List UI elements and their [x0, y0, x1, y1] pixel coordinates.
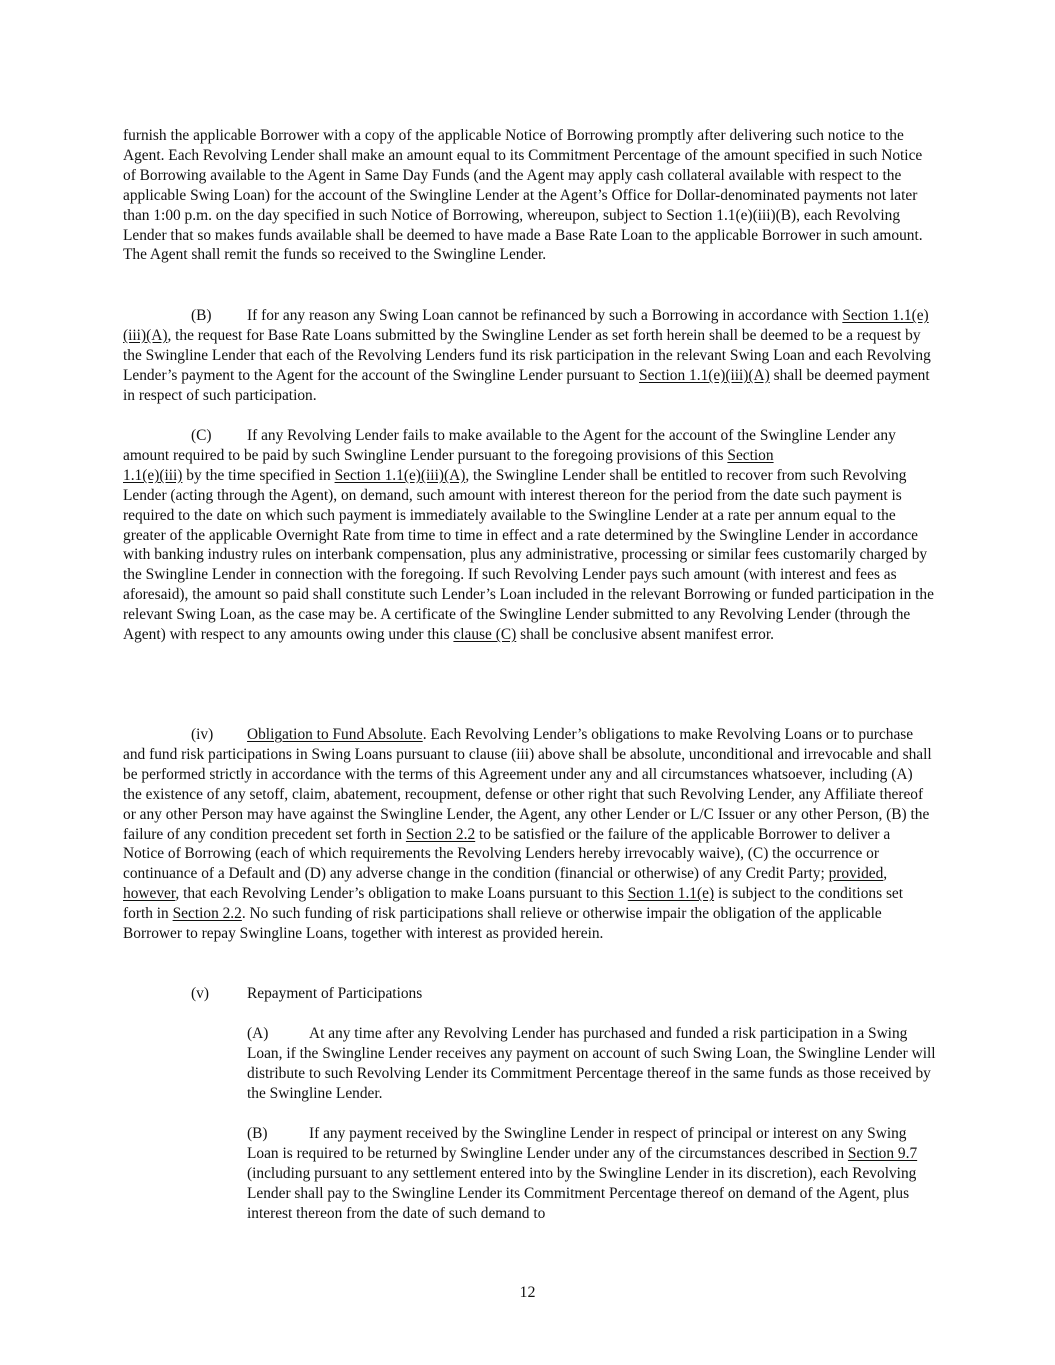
section-reference: Section 2.2	[405, 825, 476, 843]
section-reference: Section 1.1(e)(iii)(A)	[334, 466, 466, 484]
section-reference: Section 1.1(e)(iii)(A)	[639, 366, 770, 384]
paragraph-text: furnish the applicable Borrower with a copy of the applicable Notice of Borrowing promptly after delivering such notice to the Agent. Each Revolving Lender shall make an amount equal to its Commitment Percentage of the amount specified in such Notice of Borrowing available to the Agent in Same Day Funds (and the Agent may apply cash collateral available with respect to the applicable Swing Loan) for the account of the Swingline Lender at the Agent’s Office for Dollar-denominated payments not later than 1:00 p.m. on the day specified in such Notice of Borrowing, whereupon, subject to Section 1.1(e)(iii)(B), each Revolving Lender that so makes funds available shall be deemed to have made a Base Rate Loan to the applicable Borrower in such amount. The Agent shall remit the funds so received to the Swingline Lender.	[123, 127, 923, 264]
section-reference: Section 1.1(e)(iii)(A)	[123, 307, 929, 344]
page-number: 12	[519, 1284, 536, 1301]
paragraph-B-refinancing: (B) If for any reason any Swing Loan cannot be refinanced by such a Borrowing in accordance with Section 1.1(e)(iii)(A), the request for Base Rate Loans submitted by the Swingline Lender as set forth herein shall be deemed to be a request by the Swingline Lender that each of the Revolving Lenders fund its risk participation in the relevant Swing Loan and each Revolving Lender’s payment to the Agent for the account of the Swingline Lender pursuant to Section 1.1(e)(iii)(A) shall be deemed payment in respect of such participation.	[123, 307, 931, 404]
defined-term: provided	[828, 865, 884, 883]
section-heading: Repayment of Participations	[247, 985, 423, 1002]
paragraph-v-heading	[123, 984, 935, 1004]
clause-label: (B)	[191, 307, 212, 324]
section-reference: Section 9.7	[847, 1144, 918, 1162]
clause-reference: clause (C)	[453, 626, 517, 644]
clause-label: (A)	[247, 1025, 269, 1042]
clause-label: (iv)	[191, 726, 214, 743]
section-reference: 1.1(e)(iii)	[123, 466, 183, 484]
paragraph-v-B-returned-payment: (B) If any payment received by the Swingline Lender in respect of principal or interest on any Swing Loan is required to be returned by Swingline Lender under any of the circumstances described in Section 9.7 (including pursuant to any settlement entered into by the Swingline Lender in its discretion), each Revolving Lender shall pay to the Swingline Lender its Commitment Percentage thereof on demand of the Agent, plus interest thereon from the date of such demand to	[247, 1125, 918, 1222]
section-reference: Section	[727, 446, 774, 464]
section-reference: Section 1.1(e)	[627, 885, 715, 903]
clause-label: (v)	[191, 985, 209, 1002]
paragraph-C-failure-to-fund: (C) If any Revolving Lender fails to make available to the Agent for the account of the Swingline Lender any amount required to be paid by such Swingline Lender pursuant to the foregoing provisions of this Section 1.1(e)(iii) by the time specified in Section 1.1(e)(iii)(A), the Swingline Lender shall be entitled to recover from such Revolving Lender (acting through the Agent), on demand, such amount with interest thereon for the period from the date such payment is required to the date on which such payment is immediately available to the Swingline Lender at a rate per annum equal to the greater of the applicable Overnight Rate from time to time in effect and a rate determined by the Swingline Lender in accordance with banking industry rules on interbank compensation, plus any administrative, processing or similar fees customarily charged by the Swingline Lender in connection with the foregoing. If such Revolving Lender pays such amount (with interest and fees as aforesaid), the amount so paid shall constitute such Lender’s Loan included in the relevant Borrowing or funded participation in the relevant Swing Loan, as the case may be. A certificate of the Swingline Lender submitted to any Revolving Lender (through the Agent) with respect to any amounts owing under this clause (C) shall be conclusive absent manifest error.	[123, 427, 934, 644]
paragraph-v-A-distribution: (A) At any time after any Revolving Lender has purchased and funded a risk participation in a Swing Loan, if the Swingline Lender receives any payment on account of such Swing Loan, the Swingline Lender will distribute to such Revolving Lender its Commitment Percentage thereof in the same funds as those received by the Swingline Lender.	[247, 1025, 936, 1102]
defined-term: however	[123, 885, 176, 903]
section-reference: Section 2.2	[172, 905, 242, 923]
paragraph-iv-obligation: (iv) Obligation to Fund Absolute. Each Revolving Lender’s obligations to make Revolving Loans or to purchase and fund risk participations in Swing Loans pursuant to clause (iii) above shall be absolute, unconditional and irrevocable and shall be performed strictly in accordance with the terms of this Agreement under any and all circumstances whatsoever, including (A) the existence of any setoff, claim, abatement, recoupment, defense or other right that such Revolving Lender, any Affiliate thereof or any other Person may have against the Swingline Lender, the Agent, any other Lender or L/C Issuer or any other Person, (B) the failure of any condition precedent set forth in Section 2.2 to be satisfied or the failure of the applicable Borrower to deliver a Notice of Borrowing (each of which requirements the Revolving Lenders hereby irrevocably waive), (C) the occurrence or continuance of a Default and (D) any adverse change in the condition (financial or otherwise) of any Credit Party; provided, however, that each Revolving Lender’s obligation to make Loans pursuant to this Section 1.1(e) is subject to the conditions set forth in Section 2.2. No such funding of risk participations shall relieve or otherwise impair the obligation of the applicable Borrower to repay Swingline Loans, together with interest as provided herein.	[123, 726, 932, 943]
paragraph-continuation	[123, 126, 935, 265]
clause-label: (C)	[191, 427, 212, 444]
clause-label: (B)	[247, 1125, 268, 1142]
section-heading: Obligation to Fund Absolute	[247, 726, 423, 743]
